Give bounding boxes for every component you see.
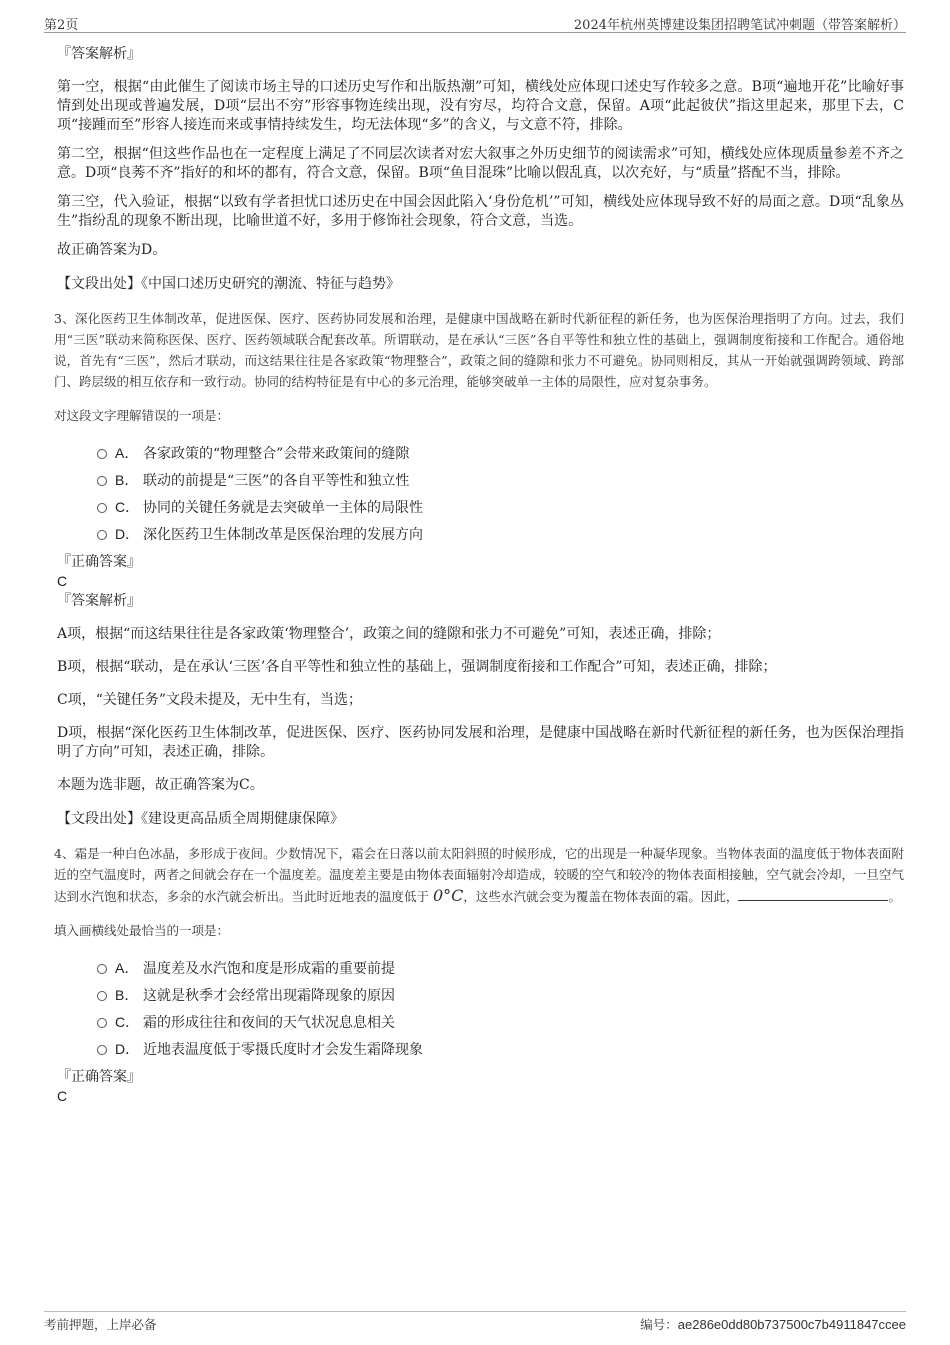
option-text: 温度差及水汽饱和度是形成霜的重要前提	[143, 961, 395, 977]
option-text: 近地表温度低于零摄氏度时才会发生霜降现象	[143, 1042, 423, 1058]
q4-answer-label: 『正确答案』	[57, 1069, 141, 1085]
document-title: 2024年杭州英博建设集团招聘笔试冲刺题（带答案解析）	[573, 18, 906, 33]
radio-icon[interactable]	[97, 530, 107, 540]
option-text: 联动的前提是“三医”的各自平等性和独立性	[143, 473, 410, 489]
q4-text-end: 。	[888, 889, 901, 904]
option-letter: A．	[115, 445, 139, 461]
q3-option-d[interactable]	[97, 521, 904, 548]
q3-option-a[interactable]	[97, 440, 904, 467]
q2-analysis-label: 『答案解析』	[57, 46, 141, 62]
radio-icon[interactable]	[97, 991, 107, 1001]
q2-analysis-paragraph: 第三空，代入验证，根据“以致有学者担忧口述历史在中国会因此陷入‘身份危机’”可知，横线处应体现导致不好的局面之意。D项“乱象丛生”指纷乱的现象不断出现，比喻世道不好，多用于修饰社会现象，符合文意，当选。	[57, 194, 904, 229]
q4-option-a[interactable]	[97, 955, 904, 982]
radio-icon[interactable]	[97, 476, 107, 486]
q4-blank-line	[738, 888, 888, 901]
radio-icon[interactable]	[97, 964, 107, 974]
q3-option-b[interactable]	[97, 467, 904, 494]
page-content	[54, 44, 905, 1106]
q2-conclusion: 故正确答案为D。	[57, 242, 167, 258]
option-letter: B．	[115, 472, 139, 488]
q4-question-text	[54, 843, 904, 907]
footer-motto: 考前押题，上岸必备	[44, 1317, 157, 1332]
page-footer	[44, 1311, 906, 1334]
option-letter: D．	[115, 526, 140, 542]
option-letter: C．	[115, 1014, 140, 1030]
q3-option-c[interactable]	[97, 494, 904, 521]
q3-prompt: 对这段文字理解错误的一项是：	[54, 408, 230, 423]
q2-source: 【文段出处】《中国口述历史研究的潮流、特征与趋势》	[57, 276, 400, 292]
q3-analysis-label: 『答案解析』	[57, 593, 141, 609]
q3-source: 【文段出处】《建设更高品质全周期健康保障》	[57, 811, 344, 827]
option-text: 这就是秋季才会经常出现霜降现象的原因	[143, 988, 395, 1004]
option-text: 深化医药卫生体制改革是医保治理的发展方向	[143, 527, 423, 543]
page-header	[44, 12, 906, 33]
radio-icon[interactable]	[97, 503, 107, 513]
q2-analysis-paragraph: 第一空，根据“由此催生了阅读市场主导的口述历史写作和出版热潮”可知，横线处应体现口述史写作较多之意。B项“遍地开花”比喻好事情到处出现或普遍发展，D项“层出不穷”形容事物连续出现，没有穷尽，均符合文意，保留。A项“此起彼伏”指这里起来，那里下去，C项“接踵而至”形容人接连而来或事情持续发生，均无法体现“多”的含义，与文意不符，排除。	[57, 79, 904, 133]
q2-analysis-paragraph: 第二空，根据“但这些作品也在一定程度上满足了不同层次读者对宏大叙事之外历史细节的阅读需求”可知，横线处应体现质量参差不齐之意。D项“良莠不齐”指好的和坏的都有，符合文意，保留。B项“鱼目混珠”比喻以假乱真，以次充好，与“质量”搭配不当，排除。	[57, 146, 904, 181]
q4-prompt: 填入画横线处最恰当的一项是：	[54, 923, 230, 938]
option-text: 霜的形成往往和夜间的天气状况息息相关	[143, 1015, 395, 1031]
footer-code-value: ae286e0dd80b737500c7b4911847ccee	[677, 1317, 906, 1332]
q3-question-text: 3、深化医药卫生体制改革，促进医保、医疗、医药协同发展和治理，是健康中国战略在新时代新征程的新任务，也为医保治理指明了方向。过去，我们用“三医”联动来简称医保、医疗、医药领域联合配套改革。所谓联动，是在承认“三医”各自平等性和独立性的基础上，强调制度衔接和工作配合。通俗地说，首先有“三医”，然后才联动，而这结果往往是各家政策“物理整合”，政策之间的缝隙和张力不可避免。协同则相反，其从一开始就强调跨领域、跨部门、跨层级的相互依存和一致行动。协同的结构特征是有中心的多元治理，能够突破单一主体的局限性，应对复杂事务。	[54, 311, 904, 389]
q4-answer: C	[57, 1088, 68, 1104]
q3-analysis-paragraph: B项，根据“联动，是在承认‘三医’各自平等性和独立性的基础上，强调制度衔接和工作配合”可知，表述正确，排除；	[57, 659, 777, 675]
option-letter: B．	[115, 987, 139, 1003]
option-text: 各家政策的“物理整合”会带来政策间的缝隙	[143, 446, 410, 462]
q4-text-part1: 4、霜是一种白色冰晶，多形成于夜间。少数情况下，霜会在日落以前太阳斜照的时候形成，它的出现是一种凝华现象。当物体表面的温度低于物体表面附近的空气温度时，两者之间就会存在一个温度差。温度差主要是由物体表面辐射冷却造成，较暖的空气和较冷的物体表面相接触，空气就会冷却，一旦空气达到水汽饱和状态，多余的水汽就会析出。当此时近地表的温度低于	[54, 846, 905, 904]
q4-option-c[interactable]	[97, 1009, 904, 1036]
option-letter: A．	[115, 960, 139, 976]
q4-text-part2: ，这些水汽就会变为覆盖在物体表面的霜。因此，	[463, 889, 739, 904]
radio-icon[interactable]	[97, 449, 107, 459]
q4-option-d[interactable]	[97, 1036, 904, 1063]
q4-options	[97, 955, 904, 1063]
page-number: 第2页	[44, 18, 79, 33]
radio-icon[interactable]	[97, 1018, 107, 1028]
option-text: 协同的关键任务就是去突破单一主体的局限性	[143, 500, 423, 516]
q3-answer: C	[57, 573, 68, 589]
q4-option-b[interactable]	[97, 982, 904, 1009]
footer-code-label: 编号：	[640, 1317, 678, 1332]
q3-analysis-paragraph: C项，“关键任务”文段未提及，无中生有，当选；	[57, 692, 363, 708]
q3-analysis-paragraph: A项，根据“而这结果往往是各家政策‘物理整合’，政策之间的缝隙和张力不可避免”可知，表述正确，排除；	[57, 626, 721, 642]
option-letter: D．	[115, 1041, 140, 1057]
q4-temperature: 0°C	[433, 886, 464, 905]
q3-conclusion: 本题为选非题，故正确答案为C。	[57, 777, 264, 793]
option-letter: C．	[115, 499, 140, 515]
q3-answer-label: 『正确答案』	[57, 554, 141, 570]
footer-code	[640, 1315, 906, 1333]
q3-options	[97, 440, 904, 548]
radio-icon[interactable]	[97, 1045, 107, 1055]
q3-analysis-paragraph: D项，根据“深化医药卫生体制改革，促进医保、医疗、医药协同发展和治理，是健康中国战略在新时代新征程的新任务，也为医保治理指明了方向”可知，表述正确，排除。	[57, 725, 904, 760]
